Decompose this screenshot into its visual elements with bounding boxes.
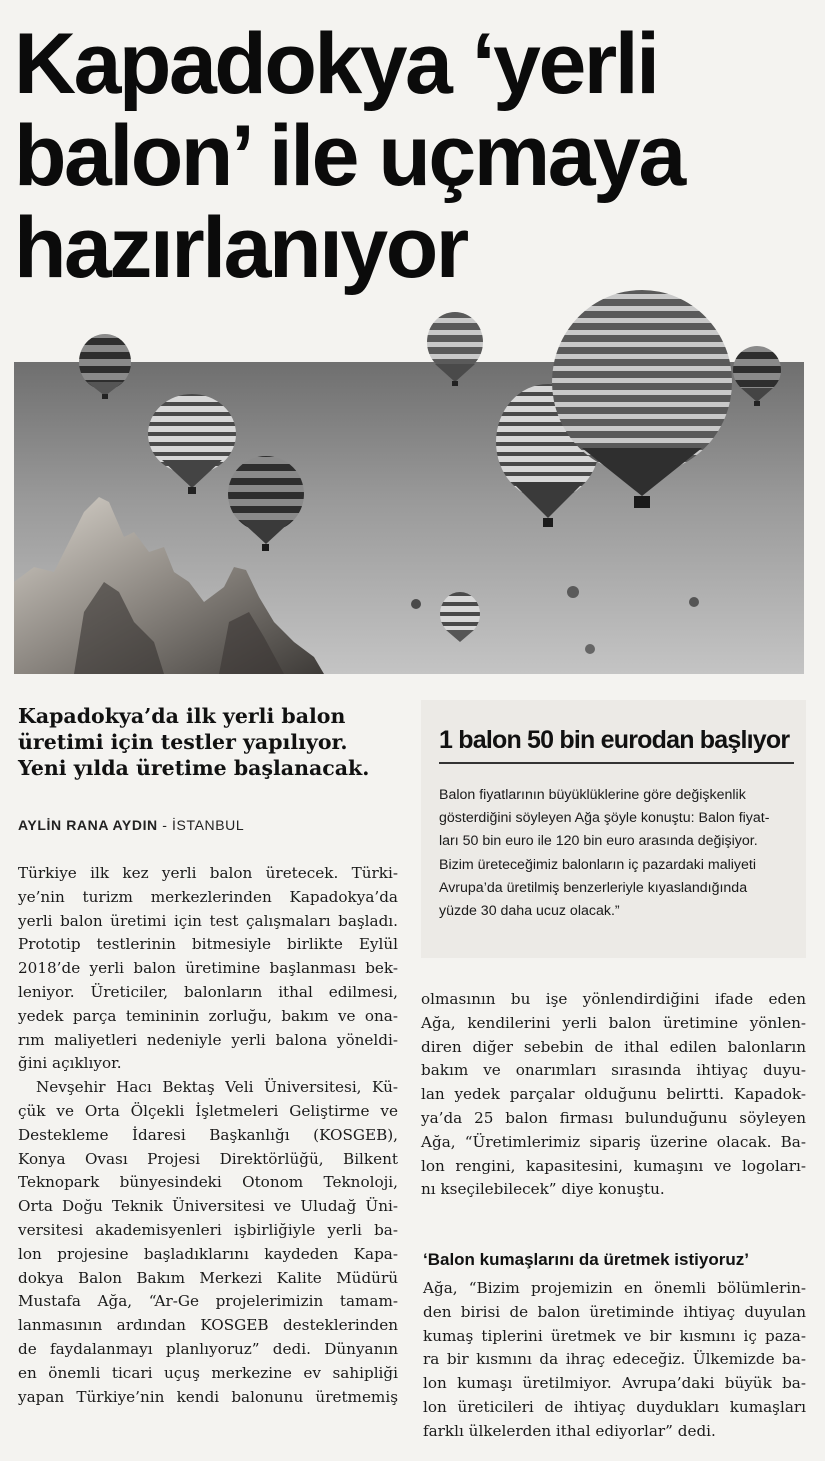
body-line: yapan Türkiye’nin kendi balonunu üretmemiş bbox=[18, 1387, 398, 1406]
body-line: rım maliyetleri nedeniyle yerli balona yöneldi- bbox=[18, 1030, 398, 1049]
body-line: ra bir kısmını da ihraç edeceğiz. Ülkemizde ba- bbox=[423, 1350, 806, 1369]
byline-location: İSTANBUL bbox=[172, 817, 245, 833]
body-line: leniyor. Üreticiler, balonların ithal edilmesi, bbox=[18, 982, 398, 1001]
body-line: diren diğer sebebin de ithal edilen balonların bbox=[421, 1037, 806, 1056]
body-line: lon kumaşı üretilmiyor. Avrupa’daki büyük ba- bbox=[423, 1374, 806, 1393]
body-line: lon rengini, kapasitesini, kumaşını ve logoları- bbox=[421, 1156, 806, 1175]
body-line: farklı ülkelerden ithal ediyorlar” dedi. bbox=[423, 1421, 716, 1440]
sidebar-title: 1 balon 50 bin eurodan başlıyor bbox=[439, 726, 790, 754]
byline-author: AYLİN RANA AYDIN bbox=[18, 817, 158, 833]
headline-line: hazırlanıyor bbox=[14, 200, 467, 296]
body-line: lanmasının ardından KOSGEB desteklerinden bbox=[18, 1316, 398, 1335]
sidebar-text bbox=[439, 784, 791, 923]
body-line: 2018’de yerli balon üretimine başlanması bek- bbox=[18, 959, 398, 978]
sidebar-box bbox=[421, 700, 806, 958]
body-line: olmasının bu işe yönlendirdiğini ifade eden bbox=[421, 990, 806, 1008]
body-line: nı kseçilebilecek” diye konuştu. bbox=[421, 1180, 665, 1199]
body-line: Prototip testlerinin bitmesiyle birlikte Eylül bbox=[18, 935, 398, 954]
body-line: Ağa, “Üretimlerimiz sipariş üzerine olacak. Ba- bbox=[421, 1132, 806, 1151]
body-line: dokya Balon Bakım Merkezi Kalite Müdürü bbox=[18, 1268, 398, 1287]
article-body-left bbox=[18, 862, 398, 1409]
lead-line: üretimi için testler yapılıyor. bbox=[18, 730, 348, 754]
body-line: Teknopark bünyesindeki Otonom Teknoloji, bbox=[18, 1173, 398, 1192]
byline-separator: - bbox=[162, 817, 168, 833]
article-body-right bbox=[421, 988, 806, 1202]
body-line: lan yedek parçalar olduğunu belirtti. Kapadok- bbox=[421, 1085, 806, 1104]
byline bbox=[18, 817, 244, 833]
body-line: Mustafa Ağa, “Ar-Ge projelerimizin tamam- bbox=[18, 1292, 398, 1311]
lead-summary bbox=[18, 703, 398, 781]
headline bbox=[14, 18, 814, 294]
body-line: Ağa, “Bizim projemizin en önemli bölümlerin- bbox=[423, 1279, 806, 1297]
article-photo bbox=[14, 282, 804, 674]
body-line: Destekleme İdaresi Başkanlığı (KOSGEB), bbox=[18, 1125, 398, 1144]
body-line: çük ve Orta Ölçekli İşletmeleri Geliştirme ve bbox=[18, 1101, 398, 1120]
body-line: Konya Ovası Projesi Direktörlüğü, Bilkent bbox=[18, 1149, 398, 1168]
body-line: en önemli ticari uçuş merkezine ev sahipliği bbox=[18, 1363, 398, 1382]
body-line: versitesi akademisyenleri işbirliğiyle yerli ba- bbox=[18, 1220, 398, 1239]
section-subhead: ‘Balon kumaşlarını da üretmek istiyoruz’ bbox=[423, 1250, 749, 1269]
body-line: ya’da 25 balon firması bulunduğunu söyleyen bbox=[421, 1108, 806, 1127]
body-line: den birisi de balon üretiminde ihtiyaç duyulan bbox=[423, 1302, 806, 1321]
body-line: kumaş tiplerini üretmek ve bir kısmını iç paza- bbox=[423, 1326, 806, 1345]
sidebar-line: gösterdiğini söyleyen Ağa şöyle konuştu: Balon fiyat- bbox=[439, 810, 770, 827]
body-line: yedek parça temininin zorluğu, bakım ve ona- bbox=[18, 1006, 398, 1025]
sidebar-line: Balon fiyatlarının büyüklüklerine göre değişkenlik bbox=[439, 787, 746, 803]
body-line: lon projesine başladıklarını kaydeden Kapa- bbox=[18, 1244, 398, 1263]
body-line: Orta Doğu Teknik Üniversitesi ve Uludağ Üni- bbox=[18, 1197, 398, 1216]
article-body-right-2 bbox=[423, 1277, 806, 1444]
body-line: de faydalanmayı planlıyoruz” dedi. Dünyanın bbox=[18, 1339, 398, 1358]
sidebar-divider bbox=[439, 762, 794, 764]
sidebar-line: yüzde 30 daha ucuz olacak.” bbox=[439, 903, 620, 920]
body-line: Türkiye ilk kez yerli balon üretecek. Türki- bbox=[18, 864, 398, 882]
body-line: yerli balon üretimi için test çalışmaları başladı. bbox=[18, 911, 398, 930]
body-line: bakım ve onarımları sırasında ihtiyaç duyu- bbox=[421, 1061, 806, 1080]
body-line: lon üreticileri de ihtiyaç duydukları kumaşları bbox=[423, 1397, 806, 1416]
lead-line: Kapadokya’da ilk yerli balon bbox=[18, 704, 346, 728]
body-line: Nevşehir Hacı Bektaş Veli Üniversitesi, Kü- bbox=[36, 1078, 398, 1097]
lead-line: Yeni yılda üretime başlanacak. bbox=[18, 756, 370, 780]
headline-line: Kapadokya ‘yerli bbox=[14, 16, 658, 112]
headline-line: balon’ ile uçmaya bbox=[14, 108, 684, 204]
sidebar-line: ları 50 bin euro ile 120 bin euro arasında değişiyor. bbox=[439, 833, 758, 850]
body-line: ye’nin turizm merkezlerinden Kapadokya’da bbox=[18, 887, 398, 906]
body-line: Ağa, kendilerini yerli balon üretimine yönlen- bbox=[421, 1013, 806, 1032]
body-line: ğini açıklıyor. bbox=[18, 1054, 122, 1073]
sidebar-line: Avrupa’da üretilmiş benzerleriyle kıyaslandığında bbox=[439, 879, 748, 896]
sidebar-line: Bizim üreteceğimiz balonların iç pazardaki maliyeti bbox=[439, 856, 756, 873]
